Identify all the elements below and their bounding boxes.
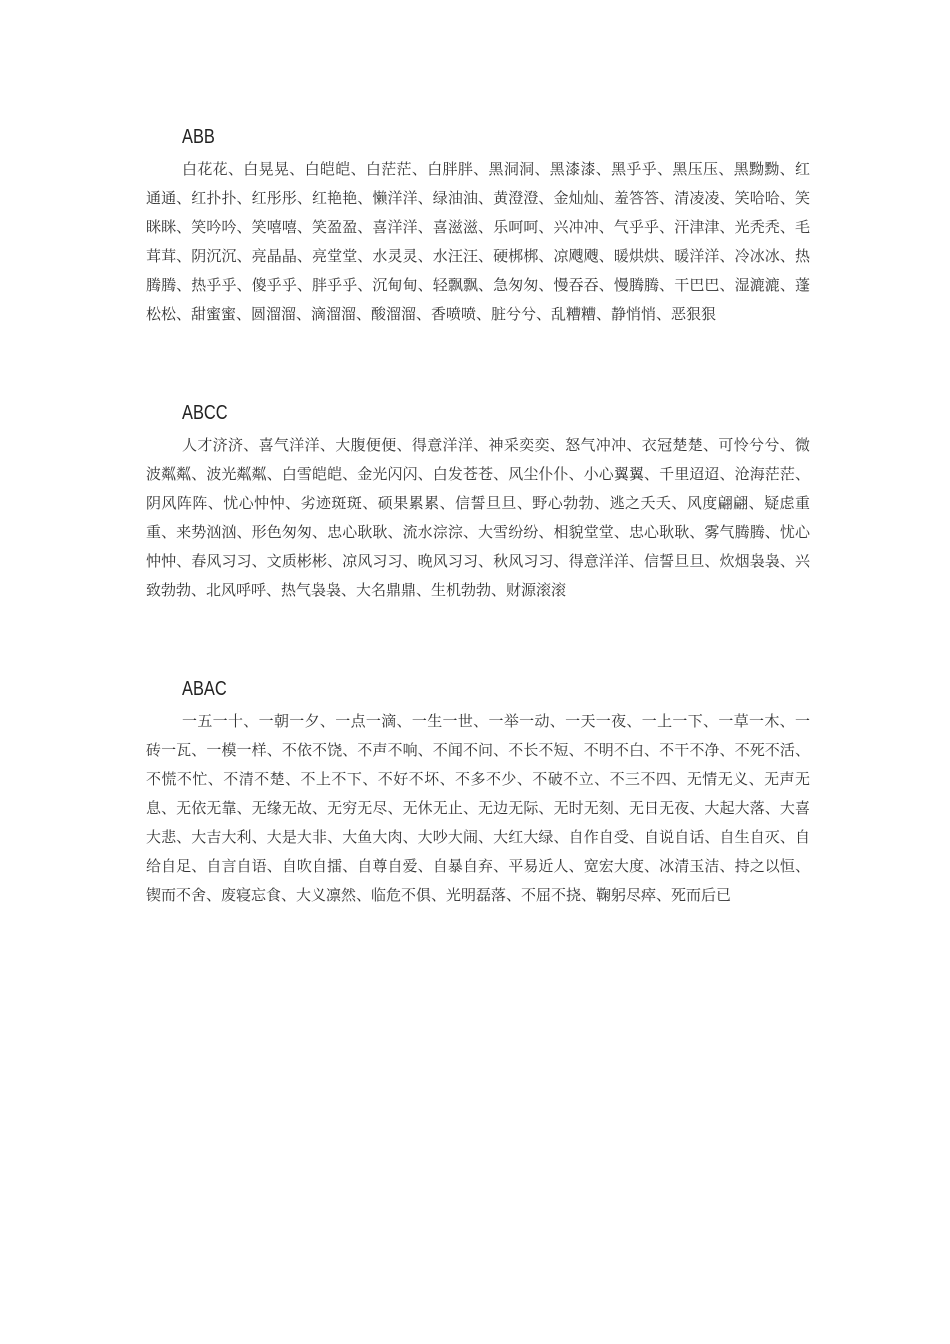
section-abac <box>146 678 810 910</box>
section-heading: ABCC <box>182 402 228 424</box>
section-heading: ABAC <box>182 678 227 700</box>
section-paragraph: 白花花、白晃晃、白皑皑、白茫茫、白胖胖、黑洞洞、黑漆漆、黑乎乎、黑压压、黑黝黝、红通通、红扑扑、红彤彤、红艳艳、懒洋洋、绿油油、黄澄澄、金灿灿、羞答答、清凌凌、笑哈哈、笑眯眯、笑吟吟、笑嘻嘻、笑盈盈、喜洋洋、喜滋滋、乐呵呵、兴冲冲、气乎乎、汗津津、光秃秃、毛茸茸、阴沉沉、亮晶晶、亮堂堂、水灵灵、水汪汪、硬梆梆、凉飕飕、暖烘烘、暖洋洋、冷冰冰、热腾腾、热乎乎、傻乎乎、胖乎乎、沉甸甸、轻飘飘、急匆匆、慢吞吞、慢腾腾、干巴巴、湿漉漉、蓬松松、甜蜜蜜、圆溜溜、滴溜溜、酸溜溜、香喷喷、脏兮兮、乱糟糟、静悄悄、恶狠狠 <box>146 160 810 323</box>
section-abb <box>146 126 810 329</box>
section-paragraph: 一五一十、一朝一夕、一点一滴、一生一世、一举一动、一天一夜、一上一下、一草一木、一砖一瓦、一模一样、不依不饶、不声不响、不闻不问、不长不短、不明不白、不干不净、不死不活、不慌不忙、不清不楚、不上不下、不好不坏、不多不少、不破不立、不三不四、无情无义、无声无息、无依无靠、无缘无故、无穷无尽、无休无止、无边无际、无时无刻、无日无夜、大起大落、大喜大悲、大吉大利、大是大非、大鱼大肉、大吵大闹、大红大绿、自作自受、自说自话、自生自灭、自给自足、自言自语、自吹自擂、自尊自爱、自暴自弃、平易近人、宽宏大度、冰清玉洁、持之以恒、锲而不舍、废寝忘食、大义凛然、临危不俱、光明磊落、不屈不挠、鞠躬尽瘁、死而后已 <box>146 712 810 904</box>
section-heading: ABB <box>182 126 215 148</box>
section-abcc <box>146 402 810 605</box>
section-paragraph: 人才济济、喜气洋洋、大腹便便、得意洋洋、神采奕奕、怒气冲冲、衣冠楚楚、可怜兮兮、微波粼粼、波光粼粼、白雪皑皑、金光闪闪、白发苍苍、风尘仆仆、小心翼翼、千里迢迢、沧海茫茫、阴风阵阵、忧心忡忡、劣迹斑斑、硕果累累、信誓旦旦、野心勃勃、逃之夭夭、风度翩翩、疑虑重重、来势汹汹、形色匆匆、忠心耿耿、流水淙淙、大雪纷纷、相貌堂堂、忠心耿耿、雾气腾腾、忧心忡忡、春风习习、文质彬彬、凉风习习、晚风习习、秋风习习、得意洋洋、信誓旦旦、炊烟袅袅、兴致勃勃、北风呼呼、热气袅袅、大名鼎鼎、生机勃勃、财源滚滚 <box>146 436 810 599</box>
